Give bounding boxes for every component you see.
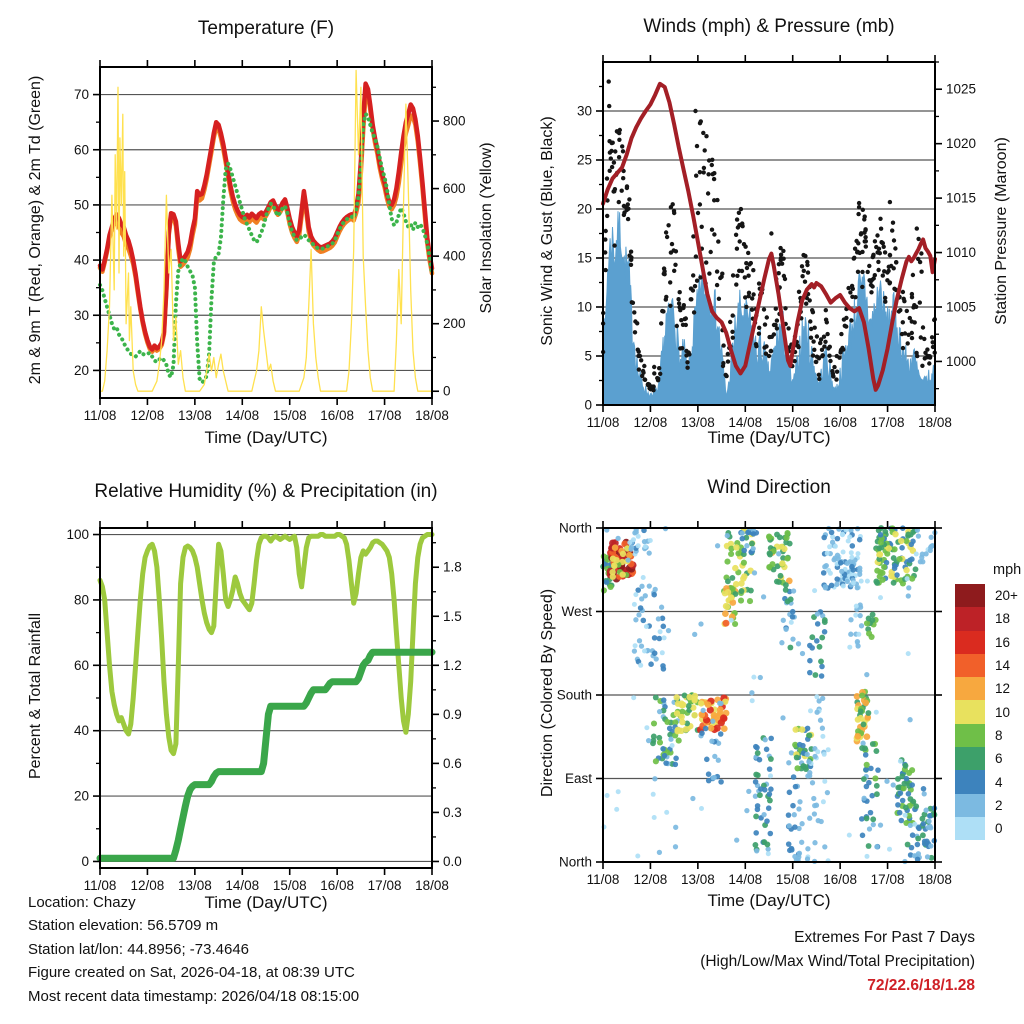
chart-2	[66, 521, 461, 893]
svg-text:14/08: 14/08	[225, 878, 260, 893]
legend-label: 0	[995, 821, 1003, 837]
svg-text:1020: 1020	[946, 136, 977, 152]
svg-text:200: 200	[443, 316, 466, 332]
svg-text:12/08: 12/08	[130, 408, 165, 423]
legend-swatch	[955, 770, 985, 793]
legend-label: 4	[995, 774, 1003, 790]
svg-text:15/08: 15/08	[775, 872, 810, 887]
legend-label: 20+	[995, 588, 1018, 604]
svg-text:20: 20	[73, 788, 89, 804]
svg-text:North: North	[558, 854, 592, 870]
legend-label: 8	[995, 727, 1003, 743]
svg-text:15/08: 15/08	[775, 415, 810, 430]
svg-text:South: South	[556, 687, 592, 703]
svg-text:18/08: 18/08	[918, 872, 952, 887]
svg-text:0: 0	[443, 383, 451, 399]
svg-text:13/08: 13/08	[177, 878, 212, 893]
legend-label: 10	[995, 704, 1011, 720]
svg-text:60: 60	[73, 142, 89, 158]
yaxis-label-direction-left: Direction (Colored By Speed)	[539, 588, 556, 798]
extremes-subtitle: (High/Low/Max Wind/Total Precipitation)	[700, 953, 975, 970]
svg-text:17/08: 17/08	[870, 872, 905, 887]
svg-text:30: 30	[73, 307, 89, 323]
svg-text:600: 600	[443, 181, 466, 197]
station-elevation: Station elevation: 56.5709 m	[28, 917, 219, 935]
legend-label: 14	[995, 658, 1011, 674]
legend-swatch	[955, 724, 985, 747]
xaxis-label-winds: Time (Day/UTC)	[707, 428, 831, 447]
svg-text:0: 0	[81, 853, 89, 869]
legend-swatch	[955, 794, 985, 817]
station-info-block	[28, 891, 359, 1008]
svg-text:16/08: 16/08	[320, 408, 355, 423]
legend-swatch	[955, 631, 985, 654]
legend-swatch	[955, 817, 985, 840]
svg-text:14/08: 14/08	[728, 872, 763, 887]
9m-temp-orange	[100, 92, 432, 352]
svg-text:400: 400	[443, 248, 466, 264]
legend-row	[955, 817, 1021, 840]
svg-text:20: 20	[73, 362, 89, 378]
svg-text:20: 20	[576, 201, 592, 217]
extremes-title: Extremes For Past 7 Days	[794, 929, 975, 946]
legend-swatch	[955, 700, 985, 723]
svg-text:1025: 1025	[946, 81, 977, 97]
svg-text:East: East	[564, 771, 592, 786]
station-location: Location: Chazy	[28, 894, 136, 911]
chart-title-humidity-precip: Relative Humidity (%) & Precipitation (in)	[94, 481, 438, 502]
sonic-wind-blue	[603, 211, 935, 405]
svg-text:16/08: 16/08	[823, 872, 858, 887]
chart-title-winds-pressure: Winds (mph) & Pressure (mb)	[643, 16, 895, 37]
extremes-block	[575, 926, 975, 998]
legend-row	[955, 724, 1021, 747]
legend-row	[955, 770, 1021, 793]
svg-text:40: 40	[73, 252, 89, 268]
svg-text:1.5: 1.5	[443, 608, 462, 624]
svg-text:1005: 1005	[946, 299, 977, 315]
svg-text:1010: 1010	[946, 245, 977, 261]
svg-text:15: 15	[576, 250, 592, 266]
svg-text:West: West	[561, 604, 592, 619]
svg-text:11/08: 11/08	[586, 872, 620, 887]
legend-row	[955, 654, 1021, 677]
svg-text:50: 50	[73, 197, 89, 213]
svg-text:15/08: 15/08	[272, 408, 307, 423]
xaxis-label-wind-direction: Time (Day/UTC)	[707, 891, 831, 910]
svg-text:60: 60	[73, 657, 89, 673]
svg-text:1.2: 1.2	[443, 657, 462, 673]
svg-text:17/08: 17/08	[870, 415, 905, 430]
legend-label: 16	[995, 634, 1011, 650]
wind-speed-legend	[955, 562, 1021, 840]
legend-row	[955, 747, 1021, 770]
legend-swatch	[955, 747, 985, 770]
legend-row	[955, 584, 1021, 607]
chart-1	[577, 55, 976, 430]
svg-text:10: 10	[576, 299, 592, 315]
legend-label: 18	[995, 611, 1011, 627]
svg-text:1.8: 1.8	[443, 559, 462, 575]
svg-text:5: 5	[584, 348, 592, 364]
svg-text:12/08: 12/08	[633, 415, 668, 430]
yaxis-label-humidity-left: Percent & Total Rainfall	[27, 613, 44, 780]
figure-created: Figure created on Sat, 2026-04-18, at 08:39 UTC	[28, 964, 355, 982]
legend-label: 12	[995, 681, 1011, 697]
yaxis-label-temperature-left: 2m & 9m T (Red, Orange) & 2m Td (Green)	[27, 75, 44, 385]
svg-text:14/08: 14/08	[225, 408, 260, 423]
chart-title-wind-direction: Wind Direction	[707, 477, 831, 498]
svg-text:30: 30	[576, 103, 592, 119]
svg-text:18/08: 18/08	[415, 408, 449, 423]
svg-text:0: 0	[584, 397, 592, 413]
extremes-values: 72/22.6/18/1.28	[867, 977, 975, 994]
svg-text:16/08: 16/08	[320, 878, 355, 893]
svg-text:13/08: 13/08	[177, 408, 212, 423]
svg-text:25: 25	[576, 152, 592, 168]
svg-text:13/08: 13/08	[680, 872, 715, 887]
svg-text:11/08: 11/08	[83, 408, 117, 423]
legend-row	[955, 700, 1021, 723]
svg-text:12/08: 12/08	[130, 878, 165, 893]
svg-text:0.0: 0.0	[443, 853, 462, 869]
svg-text:11/08: 11/08	[586, 415, 620, 430]
svg-text:18/08: 18/08	[415, 878, 449, 893]
chart-0	[74, 60, 466, 423]
svg-text:11/08: 11/08	[83, 878, 117, 893]
svg-text:13/08: 13/08	[680, 415, 715, 430]
svg-text:100: 100	[66, 527, 89, 543]
legend-row	[955, 631, 1021, 654]
chart-title-temperature: Temperature (F)	[197, 18, 335, 39]
legend-title: mph	[993, 562, 1022, 578]
legend-label: 6	[995, 751, 1003, 767]
legend-swatch	[955, 654, 985, 677]
legend-row	[955, 677, 1021, 700]
total-rainfall-green	[100, 652, 432, 858]
svg-text:40: 40	[73, 723, 89, 739]
svg-text:0.6: 0.6	[443, 755, 462, 771]
xaxis-label-temperature: Time (Day/UTC)	[204, 428, 328, 447]
legend-swatch	[955, 584, 985, 607]
yaxis-label-pressure-right: Station Pressure (Maroon)	[993, 137, 1010, 325]
svg-text:800: 800	[443, 113, 466, 129]
svg-text:15/08: 15/08	[272, 878, 307, 893]
chart-3	[557, 521, 952, 888]
legend-row	[955, 607, 1021, 630]
svg-text:17/08: 17/08	[367, 878, 402, 893]
svg-text:0.9: 0.9	[443, 706, 462, 722]
legend-row	[955, 794, 1021, 817]
svg-text:70: 70	[73, 87, 89, 103]
legend-swatch	[955, 607, 985, 630]
legend-label: 2	[995, 797, 1003, 813]
svg-text:1015: 1015	[946, 190, 977, 206]
svg-text:12/08: 12/08	[633, 872, 668, 887]
legend-swatch	[955, 677, 985, 700]
data-timestamp: Most recent data timestamp: 2026/04/18 08:15:00	[28, 987, 360, 1005]
svg-text:14/08: 14/08	[728, 415, 763, 430]
svg-text:North: North	[558, 520, 592, 536]
xaxis-label-humidity: Time (Day/UTC)	[204, 893, 328, 912]
station-latlon: Station lat/lon: 44.8956; -73.4646	[28, 940, 250, 958]
yaxis-label-solar-right: Solar Insolation (Yellow)	[478, 142, 495, 314]
yaxis-label-wind-left: Sonic Wind & Gust (Blue, Black)	[539, 116, 556, 346]
svg-text:18/08: 18/08	[918, 415, 952, 430]
svg-text:17/08: 17/08	[367, 408, 402, 423]
svg-text:1000: 1000	[946, 353, 977, 369]
svg-text:0.3: 0.3	[443, 804, 462, 820]
svg-text:16/08: 16/08	[823, 415, 858, 430]
svg-text:80: 80	[73, 592, 89, 608]
legend-colorbar	[955, 584, 1021, 840]
